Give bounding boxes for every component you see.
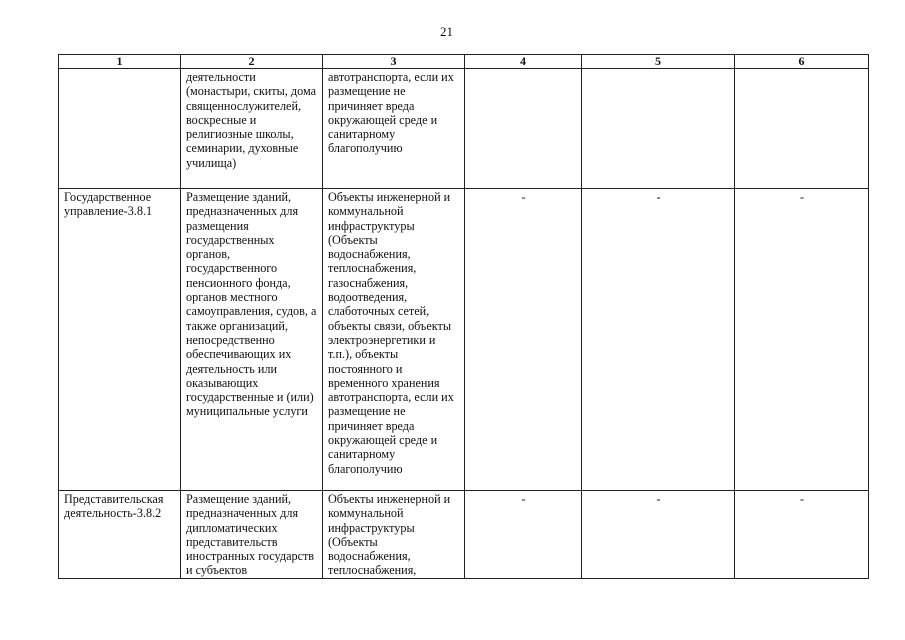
param-cell-4: - [465,189,582,491]
param-cell-6 [735,69,869,189]
table-row [59,69,869,189]
column-header-6: 6 [735,55,869,69]
column-header-4: 4 [465,55,582,69]
table-row [59,491,869,579]
use-description-cell: Размещение зданий, предназначенных для размещения государственных органов, государственного пенсионного фонда, органов местного самоуправления, судов, а также организаций, непосредственно обеспечивающих их деятельность или оказывающих государственные и (или) муниципальные услуги [181,189,323,491]
param-cell-6: - [735,491,869,579]
column-header-1: 1 [59,55,181,69]
column-header-3: 3 [323,55,465,69]
auxiliary-use-cell: Объекты инженерной и коммунальной инфраструктуры (Объекты водоснабжения, теплоснабжения, [323,491,465,579]
land-use-table [58,54,869,579]
use-description-cell: Размещение зданий, предназначенных для дипломатических представительств иностранных государств и субъектов [181,491,323,579]
auxiliary-use-cell: автотранспорта, если их размещение не причиняет вреда окружающей среде и санитарному благополучию [323,69,465,189]
param-cell-5 [582,69,735,189]
param-cell-4: - [465,491,582,579]
param-cell-5: - [582,189,735,491]
header-row [59,55,869,69]
use-type-cell: Государственное управление-3.8.1 [59,189,181,491]
auxiliary-use-cell: Объекты инженерной и коммунальной инфраструктуры (Объекты водоснабжения, теплоснабжения, газоснабжения, водоотведения, слаботочных сетей, объекты связи, объекты электроэнергетики и т.п.), объекты постоянного и временного хранения автотранспорта, если их размещение не причиняет вреда окружающей среде и санитарному благополучию [323,189,465,491]
column-header-5: 5 [582,55,735,69]
use-type-cell: Представительская деятельность-3.8.2 [59,491,181,579]
use-description-cell: деятельности (монастыри, скиты, дома священнослужителей, воскресные и религиозные школы, семинарии, духовные училища) [181,69,323,189]
param-cell-6: - [735,189,869,491]
column-header-2: 2 [181,55,323,69]
param-cell-4 [465,69,582,189]
use-type-cell [59,69,181,189]
param-cell-5: - [582,491,735,579]
table-row [59,189,869,491]
page-number: 21 [440,24,453,39]
